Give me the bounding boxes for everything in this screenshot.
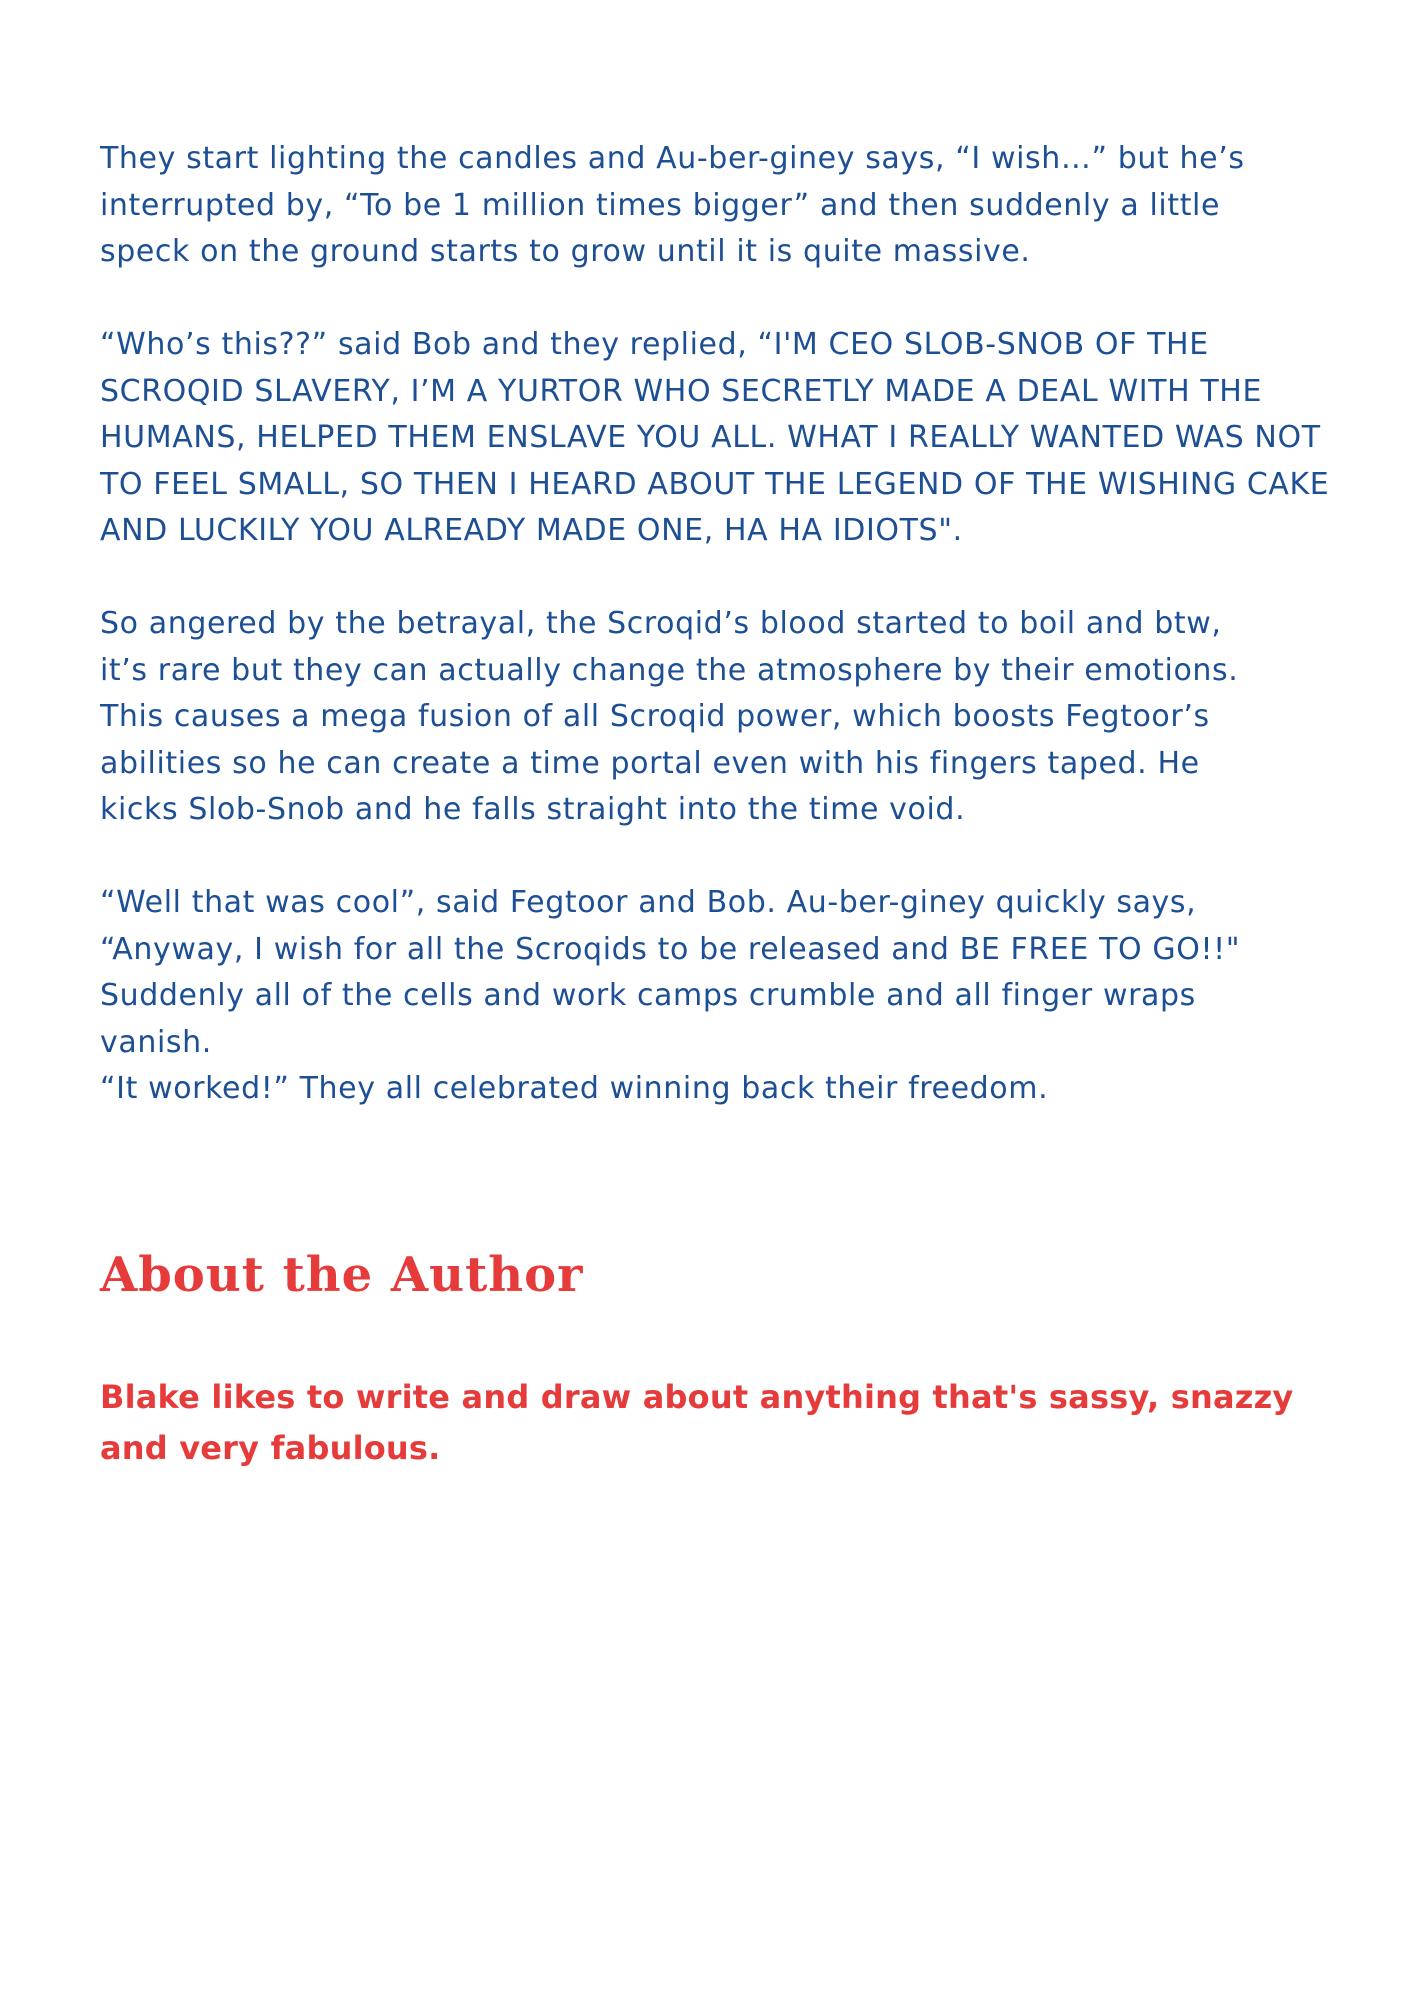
story-paragraph-3: So angered by the betrayal, the Scroqid’s blood started to boil and btw, it’s rare but they can actually change the atmosphere by their emotions. This causes a mega fusion of all Scroqid power, which boosts Fegtoor’s abilities so he can create a time portal even with his fingers taped. He kicks Slob-Snob and he falls straight into the time void. (100, 606, 1239, 827)
about-the-author-text: Blake likes to write and draw about anything that's sassy, snazzy and very fabulous. (100, 1378, 1294, 1467)
story-paragraph-5: “It worked!” They all celebrated winning back their freedom. (100, 1071, 1049, 1106)
story-text (100, 136, 1340, 1159)
story-paragraph-2: “Who’s this??” said Bob and they replied, “I'M CEO SLOB-SNOB OF THE SCROQID SLAVERY, I’M A YURTOR WHO SECRETLY MADE A DEAL WITH THE HUMANS, HELPED THEM ENSLAVE YOU ALL. WHAT I REALLY WANTED WAS NOT TO FEEL SMALL, SO THEN I HEARD ABOUT THE LEGEND OF THE WISHING CAKE AND LUCKILY YOU ALREADY MADE ONE, HA HA IDIOTS". (100, 327, 1330, 548)
story-paragraph-1: They start lighting the candles and Au-ber-giney says, “I wish…” but he’s interrupted by, “To be 1 million times bigger” and then suddenly a little speck on the ground starts to grow until it is quite massive. (100, 141, 1245, 269)
about-the-author-heading: About the Author (100, 1247, 584, 1303)
story-paragraph-4: “Well that was cool”, said Fegtoor and Bob. Au-ber-giney quickly says, “Anyway, I wish for all the Scroqids to be released and BE FREE TO GO!!" Suddenly all of the cells and work camps crumble and all finger wraps vanish. (100, 885, 1241, 1060)
